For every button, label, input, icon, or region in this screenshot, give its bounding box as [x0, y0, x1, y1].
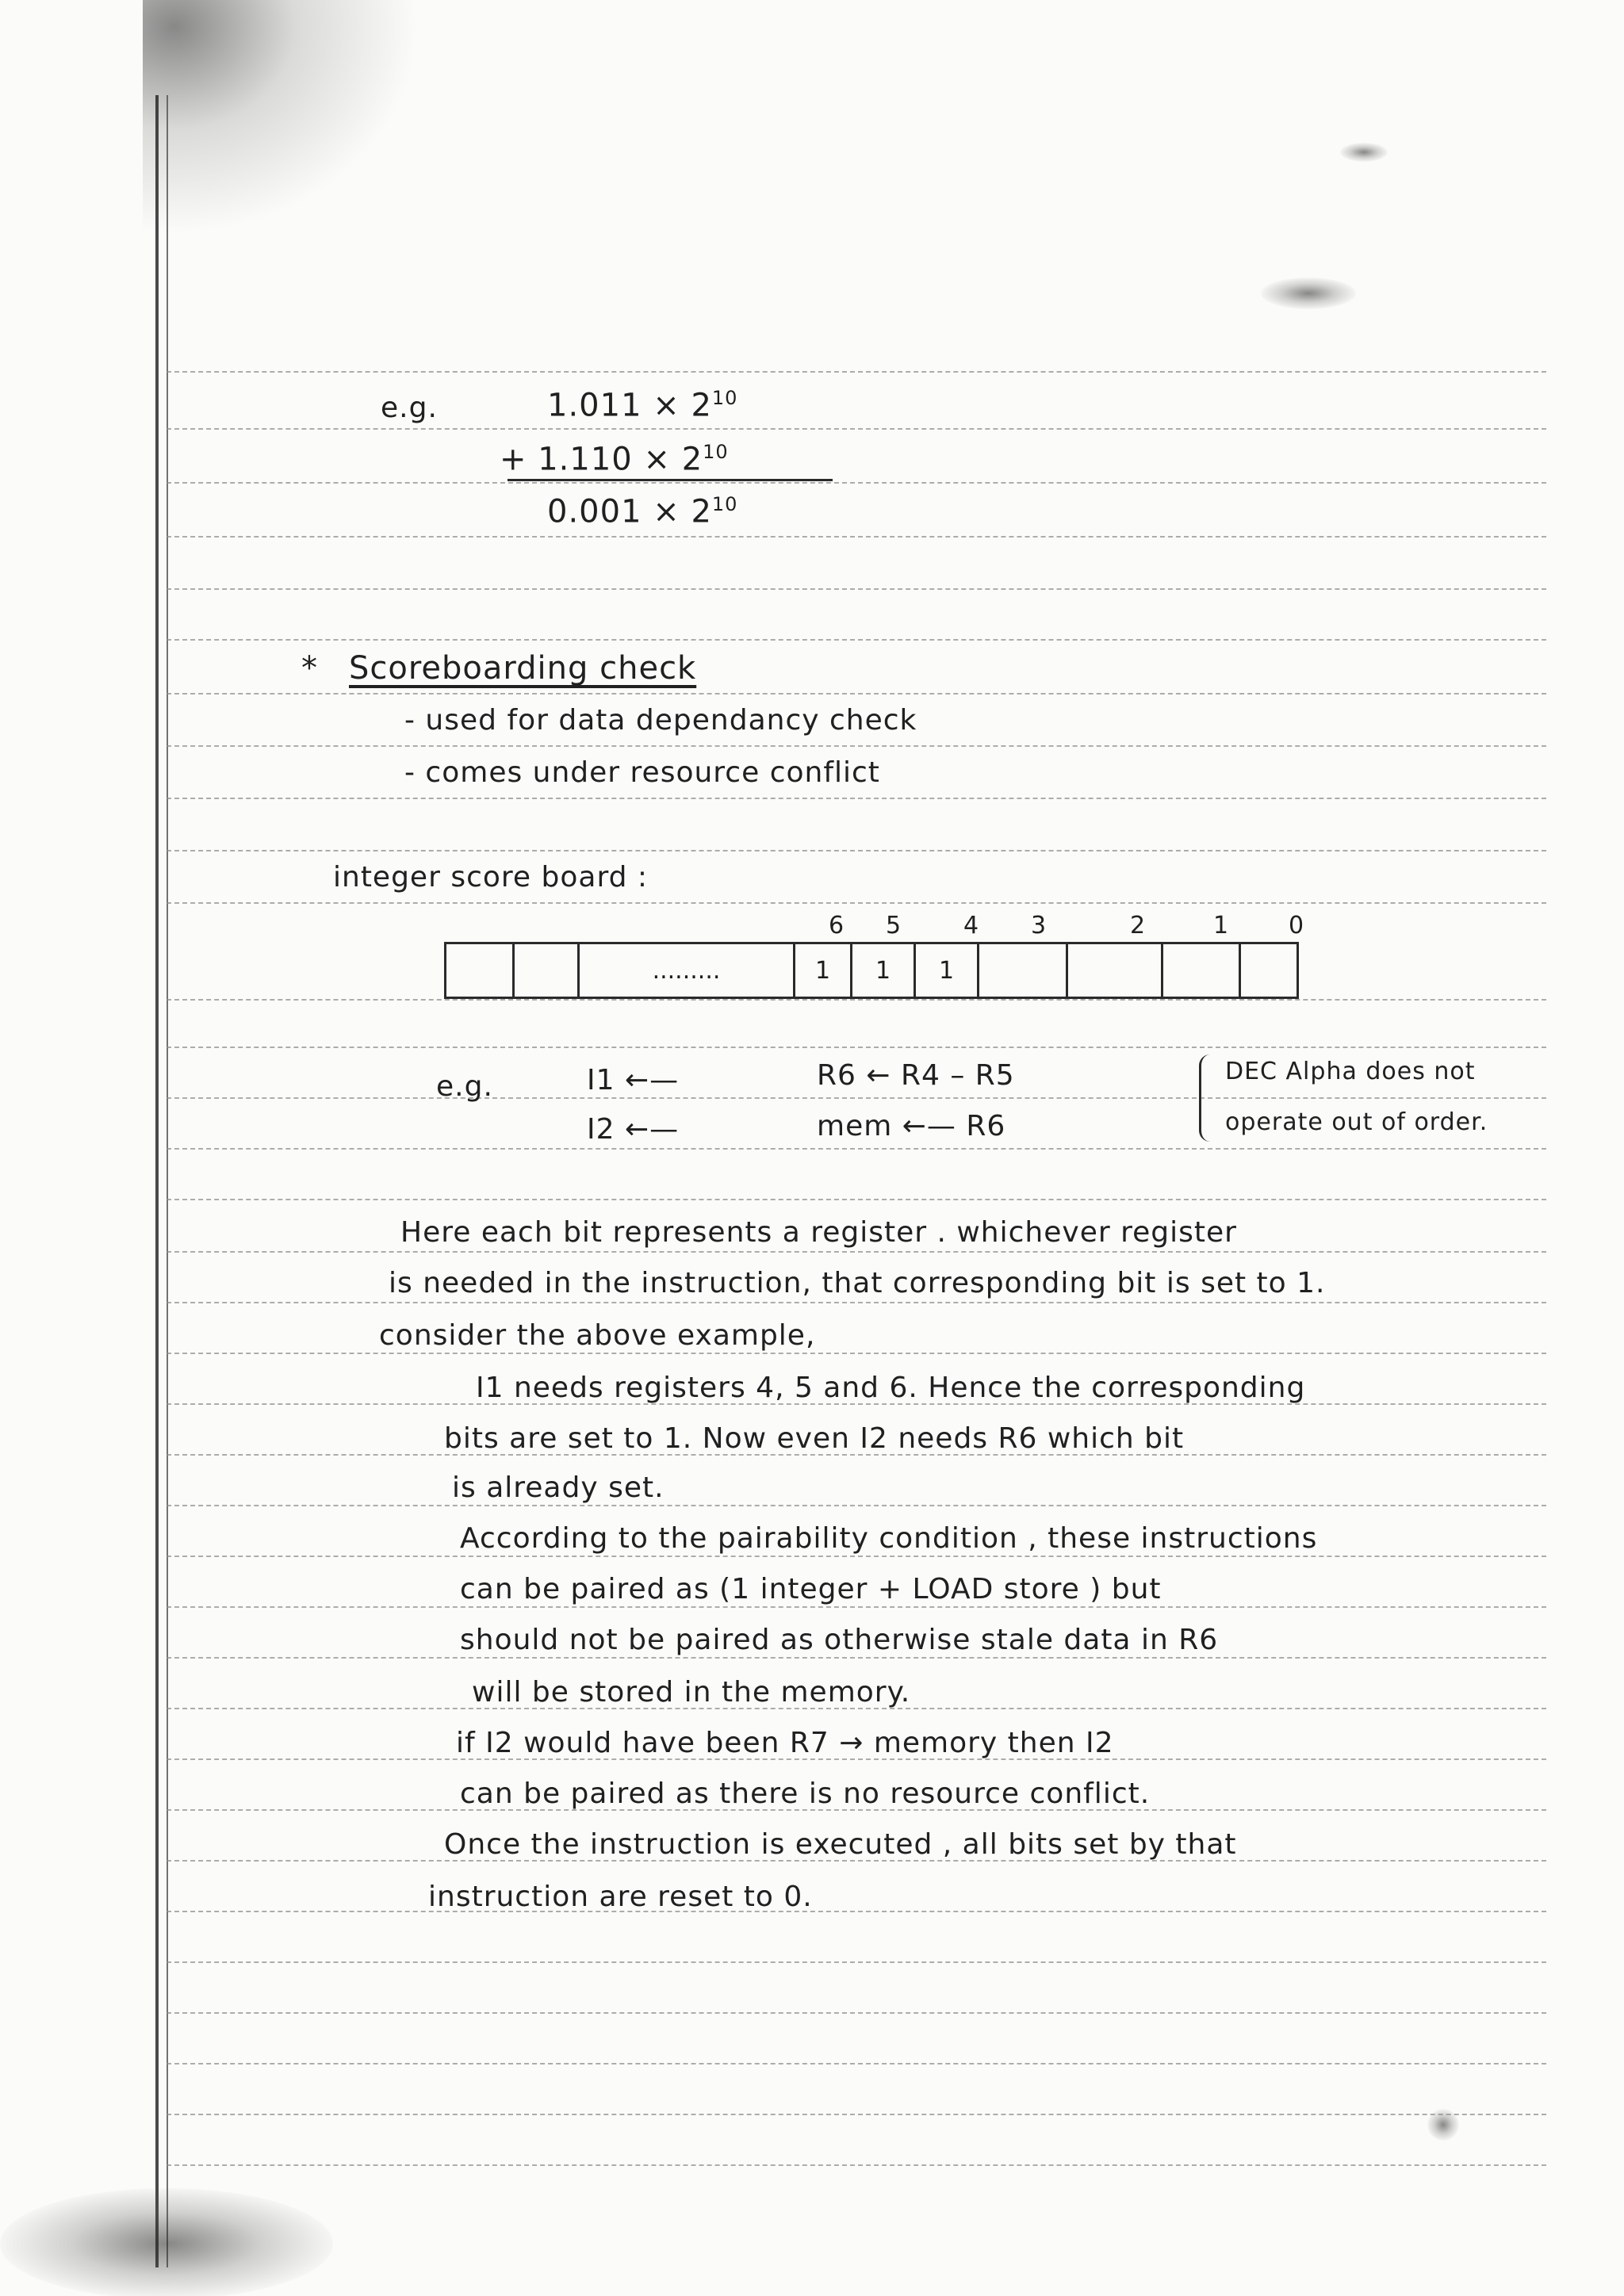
section-point-1: - used for data dependancy check [404, 704, 917, 737]
sum-underline [508, 479, 833, 481]
section-bullet: * [301, 650, 318, 687]
bit-label: 3 [1031, 912, 1047, 939]
ruled-line [167, 1251, 1546, 1253]
scoreboard-cell [1068, 944, 1163, 997]
paragraph-line: Here each bit represents a register . whichever register [400, 1216, 1237, 1249]
ruled-line [167, 1047, 1546, 1048]
bit-label: 0 [1289, 912, 1304, 939]
ruled-line [167, 2012, 1546, 2014]
example1-line2: + $1.110 \times 2^{10}$ [500, 441, 729, 478]
bit-label: 6 [829, 912, 845, 939]
scan-smudge [1340, 143, 1388, 162]
ruled-line [167, 1302, 1546, 1303]
page-binding-edge [155, 95, 168, 2267]
scoreboard-cell: 1 [795, 944, 852, 997]
bit-label: 5 [886, 912, 902, 939]
ruled-line [167, 1353, 1546, 1354]
paragraph-line: Once the instruction is executed , all bits set by that [444, 1828, 1237, 1861]
paragraph-line: is already set. [452, 1471, 665, 1504]
ruled-line [167, 428, 1546, 430]
bit-label: 2 [1130, 912, 1146, 939]
ruled-line [167, 588, 1546, 590]
ruled-line [167, 2114, 1546, 2115]
scoreboard-register-table [444, 942, 1299, 999]
ruled-line [167, 693, 1546, 695]
ruled-line [167, 371, 1546, 373]
ruled-line [167, 1505, 1546, 1506]
paragraph-line: can be paired as there is no resource conflict. [460, 1777, 1151, 1810]
ruled-line [167, 1199, 1546, 1200]
ruled-line [167, 1097, 1546, 1099]
bit-label: 1 [1213, 912, 1229, 939]
paragraph-line: will be stored in the memory. [472, 1676, 911, 1709]
scoreboard-cell [446, 944, 515, 997]
example2-note-line1: DEC Alpha does not [1225, 1058, 1476, 1085]
example2-instr-2: I2 ←— [587, 1113, 680, 1146]
paragraph-line: if I2 would have been R7 → memory then I2 [456, 1727, 1114, 1759]
scoreboard-cell: ......... [580, 944, 795, 997]
example1-line1: $1.011 \times 2^{10}$ [547, 387, 738, 424]
ruled-line [167, 1911, 1546, 1912]
scan-smudge [1261, 277, 1356, 309]
example2-op-2: mem ←— R6 [817, 1110, 1006, 1142]
scan-smudge [0, 2188, 333, 2296]
ruled-line [167, 745, 1546, 747]
ruled-line [167, 536, 1546, 538]
section-heading: Scoreboarding check [349, 650, 697, 687]
example1-label: e.g. [381, 392, 438, 424]
ruled-line [167, 1148, 1546, 1150]
paragraph-line: is needed in the instruction, that corresponding bit is set to 1. [389, 1267, 1326, 1299]
ruled-line [167, 1657, 1546, 1659]
ruled-line [167, 850, 1546, 851]
scoreboard-cell: 1 [852, 944, 916, 997]
example1-result: $0.001 \times 2^{10}$ [547, 493, 738, 530]
scoreboard-label: integer score board : [333, 861, 649, 894]
paragraph-line: According to the pairability condition , these instructions [460, 1522, 1318, 1555]
ruled-line [167, 999, 1546, 1001]
paragraph-line: bits are set to 1. Now even I2 needs R6 which bit [444, 1422, 1185, 1455]
scoreboard-cell [979, 944, 1068, 997]
example2-instr-1: I1 ←— [587, 1064, 680, 1096]
scoreboard-cell [515, 944, 580, 997]
scoreboard-cell [1163, 944, 1241, 997]
ruled-line [167, 1961, 1546, 1963]
right-brace [1199, 1054, 1216, 1142]
paragraph-line: should not be paired as otherwise stale data in R6 [460, 1624, 1219, 1656]
ruled-line [167, 902, 1546, 904]
paragraph-line: consider the above example, [379, 1319, 816, 1352]
ruled-line [167, 639, 1546, 641]
ruled-line [167, 1606, 1546, 1608]
paragraph-line: I1 needs registers 4, 5 and 6. Hence the corresponding [476, 1372, 1306, 1404]
paragraph-line: can be paired as (1 integer + LOAD store ) but [460, 1573, 1162, 1605]
example2-op-1: R6 ← R4 – R5 [817, 1059, 1015, 1092]
ruled-line [167, 2063, 1546, 2064]
paragraph-line: instruction are reset to 0. [428, 1881, 813, 1913]
ruled-line [167, 798, 1546, 799]
ruled-line [167, 2164, 1546, 2166]
scoreboard-cell [1241, 944, 1297, 997]
scoreboard-cell: 1 [916, 944, 979, 997]
example2-label: e.g. [436, 1070, 493, 1103]
ruled-line [167, 1556, 1546, 1557]
section-point-2: - comes under resource conflict [404, 756, 880, 789]
scan-shadow-corner [143, 0, 460, 270]
ruled-line [167, 482, 1546, 484]
example2-note-line2: operate out of order. [1225, 1108, 1488, 1136]
bit-label: 4 [963, 912, 979, 939]
